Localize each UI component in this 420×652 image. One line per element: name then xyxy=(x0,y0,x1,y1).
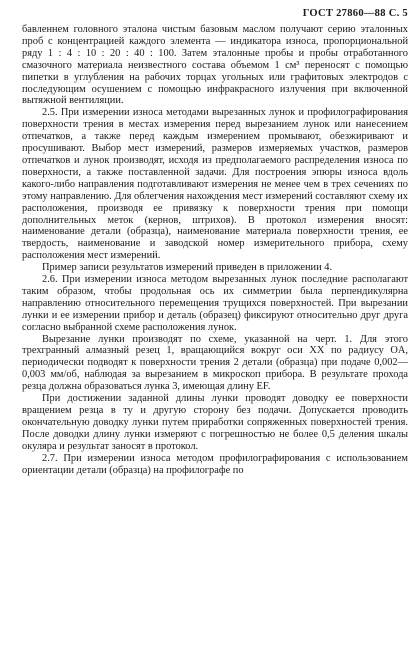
page-header: ГОСТ 27860—88 С. 5 xyxy=(302,8,408,19)
paragraph-2-6: 2.6. При измерении износа методом вырезанных лунок последние располагают таким образом, чтобы продольная ось их симметрии была перпендикулярна направлению относительного перемещения трущихся поверхностей. При вырезании лунки и ее измерении прибор и деталь (образец) фиксируют относительно друг друга согласно выбранной схеме расположения лунок. xyxy=(22,274,408,333)
paragraph-2-5: 2.5. При измерении износа методами вырезанных лунок и профилографирования поверхности трения в местах измерения перед вырезанием лунок или нанесением отпечатков, а также перед каждым измерением промывают, обезжиривают и просушивают. Выбор мест измерений, размеров измеряемых участков, размеров отпечатков и лунок производят, исходя из предполагаемого распределения износа по поверхности, а также поставленной задачи. Для построения эпюры износа вдоль какого-либо направления подготавливают измерения не менее чем в трех сечениях по этому направлению. Для облегчения нахождения мест измерений составляют схему их расположения, производя ее привязку к поверхности трения при помощи дополнительных меток (кернов, штрихов). В протокол измерения вносят: наименование детали (образца), наименование материала поверхности трения, ее твердость, наименование и заводской номер измерительного прибора, схему расположения мест измерений. xyxy=(22,107,408,262)
paragraph-2-7: 2.7. При измерении износа методом профилографирования с использованием ориентации детали (образца) на профилографе по xyxy=(22,452,408,476)
paragraph-finishing: При достижении заданной длины лунки проводят доводку ее поверхности вращением резца в ту и другую сторону без подачи. Допускается проводить окончательную доводку лунки путем приработки сопряженных поверхностей трения. После доводки длину лунки измеряют с погрешностью не более 0,5 деления шкалы окуляра и результат заносят в протокол. xyxy=(22,393,408,452)
paragraph-cutting-procedure: Вырезание лунки производят по схеме, указанной на черт. 1. Для этого трехгранный алмазный резец 1, вращающийся вокруг оси XX по радиусу OA, периодически подводят к поверхности трения 2 детали (образца) при подаче 0,002—0,003 мм/об, наблюдая за вырезанием в микроскоп прибора. В результате прохода резца должна образоваться лунка 3, имеющая длину EF. xyxy=(22,333,408,393)
paragraph-example-note: Пример записи результатов измерений приведен в приложении 4. xyxy=(42,262,333,274)
paragraph-continuation: бавленнем головного эталона чистым базовым маслом получают серию эталонных проб с концентрацией каждого элемента — индикатора износа, пропорциональной ряду 1 : 4 : 10 : 20 : 40 : 100. Затем эталонные пробы и пробы отработанного смазочного материала неизвестного состава объемом 1 см³ переносят с помощью пипетки в углубления на рабочих торцах угольных или графитовых электродов с последующим осушением с помощью инфракрасного излучения при включенной вытяжной вентиляции. xyxy=(22,24,408,107)
document-body xyxy=(22,24,408,476)
